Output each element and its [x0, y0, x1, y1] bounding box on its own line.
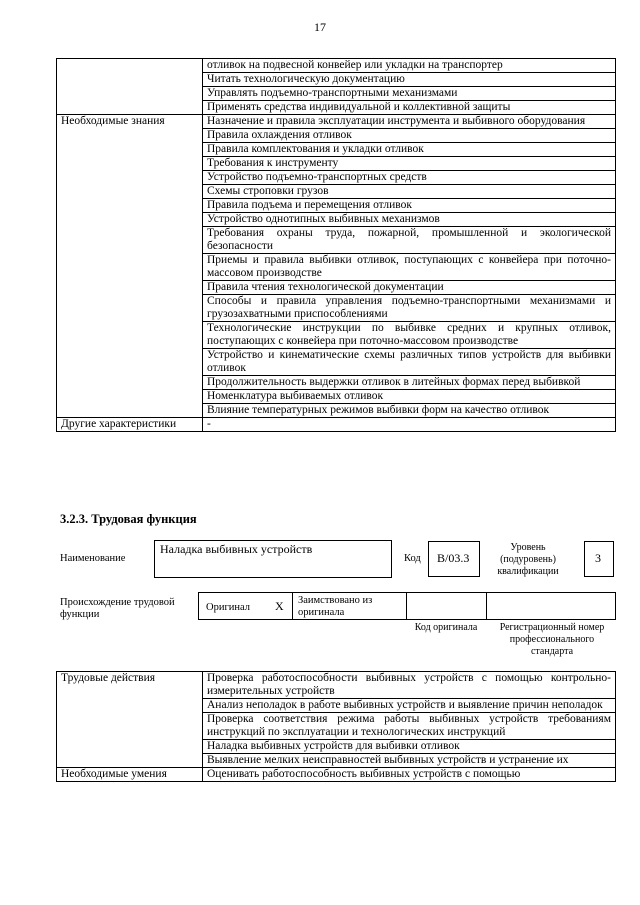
- table-row: [57, 115, 616, 129]
- row-text: Приемы и правила выбивки отливок, поступающих с конвейера при поточно-массовом производстве: [203, 254, 616, 281]
- row-text: Правила подъема и перемещения отливок: [203, 199, 616, 213]
- row-text: Наладка выбивных устройств для выбивки отливок: [203, 740, 616, 754]
- code-value: B/03.3: [437, 551, 470, 565]
- row-text: Назначение и правила эксплуатации инструмента и выбивного оборудования: [203, 115, 616, 129]
- section-title: 3.2.3. Трудовая функция: [60, 512, 197, 526]
- row-text: Технологические инструкции по выбивке средних и крупных отливок, поступающих с конвейера при поточно-массовом производстве: [203, 322, 616, 349]
- table-row: [57, 418, 616, 432]
- code-original-label: Код оригинала: [414, 622, 478, 633]
- level-value: 3: [595, 551, 601, 565]
- origin-divider: [406, 592, 407, 620]
- row-text: Требования охраны труда, пожарной, промышленной и экологической безопасности: [203, 227, 616, 254]
- name-value: Наладка выбивных устройств: [160, 542, 313, 556]
- level-label: Уровень (подуровень) квалификации: [497, 542, 559, 577]
- row-text: Анализ неполадок в работе выбивных устройств и выявление причин неполадок: [203, 699, 616, 713]
- row-text: -: [203, 418, 616, 432]
- actions-table: [56, 671, 616, 782]
- row-text: Правила чтения технологической документации: [203, 281, 616, 295]
- origin-divider: [292, 592, 293, 620]
- reg-number-label: Регистрационный номер профессионального стандарта: [499, 622, 605, 657]
- row-label: [57, 59, 203, 115]
- row-text: Проверка работоспособности выбивных устройств с помощью контрольно-измерительных устройств: [203, 672, 616, 699]
- origin-box: [198, 592, 616, 620]
- table-row: [57, 768, 616, 782]
- row-text: Влияние температурных режимов выбивки форм на качество отливок: [203, 404, 616, 418]
- row-label: Необходимые умения: [57, 768, 203, 782]
- row-text: Проверка соответствия режима работы выбивных устройств требованиям инструкций по эксплуатации и технологических инструкций: [203, 713, 616, 740]
- row-label: Необходимые знания: [57, 115, 203, 418]
- row-text: Оценивать работоспособность выбивных устройств с помощью: [203, 768, 616, 782]
- row-text: Номенклатура выбиваемых отливок: [203, 390, 616, 404]
- row-text: Управлять подъемно-транспортными механизмами: [203, 87, 616, 101]
- row-text: Выявление мелких неисправностей выбивных устройств и устранение их: [203, 754, 616, 768]
- row-text: Применять средства индивидуальной и коллективной защиты: [203, 101, 616, 115]
- original-label: Оригинал: [206, 602, 250, 613]
- row-text: Продолжительность выдержки отливок в литейных формах перед выбивкой: [203, 376, 616, 390]
- requirements-table: [56, 58, 616, 432]
- table-row: [57, 59, 616, 73]
- row-text: Правила комплектования и укладки отливок: [203, 143, 616, 157]
- borrowed-label: Заимствовано из оригинала: [298, 595, 373, 618]
- origin-divider: [486, 592, 487, 620]
- code-label: Код: [404, 553, 421, 564]
- name-label: Наименование: [60, 553, 126, 564]
- row-text: Правила охлаждения отливок: [203, 129, 616, 143]
- row-label: Другие характеристики: [57, 418, 203, 432]
- row-text: Устройство и кинематические схемы различных типов устройств для выбивки отливок: [203, 349, 616, 376]
- row-text: Способы и правила управления подъемно-транспортными механизмами и грузозахватными приспособлениями: [203, 295, 616, 322]
- original-mark: X: [275, 599, 284, 613]
- table-row: [57, 672, 616, 699]
- page-number: 17: [314, 20, 326, 34]
- row-label: Трудовые действия: [57, 672, 203, 768]
- row-text: Устройство подъемно-транспортных средств: [203, 171, 616, 185]
- row-text: Читать технологическую документацию: [203, 73, 616, 87]
- row-text: Схемы строповки грузов: [203, 185, 616, 199]
- row-text: Требования к инструменту: [203, 157, 616, 171]
- row-text: отливок на подвесной конвейер или укладки на транспортер: [203, 59, 616, 73]
- row-text: Устройство однотипных выбивных механизмов: [203, 213, 616, 227]
- origin-label: Происхождение трудовой функции: [60, 597, 175, 620]
